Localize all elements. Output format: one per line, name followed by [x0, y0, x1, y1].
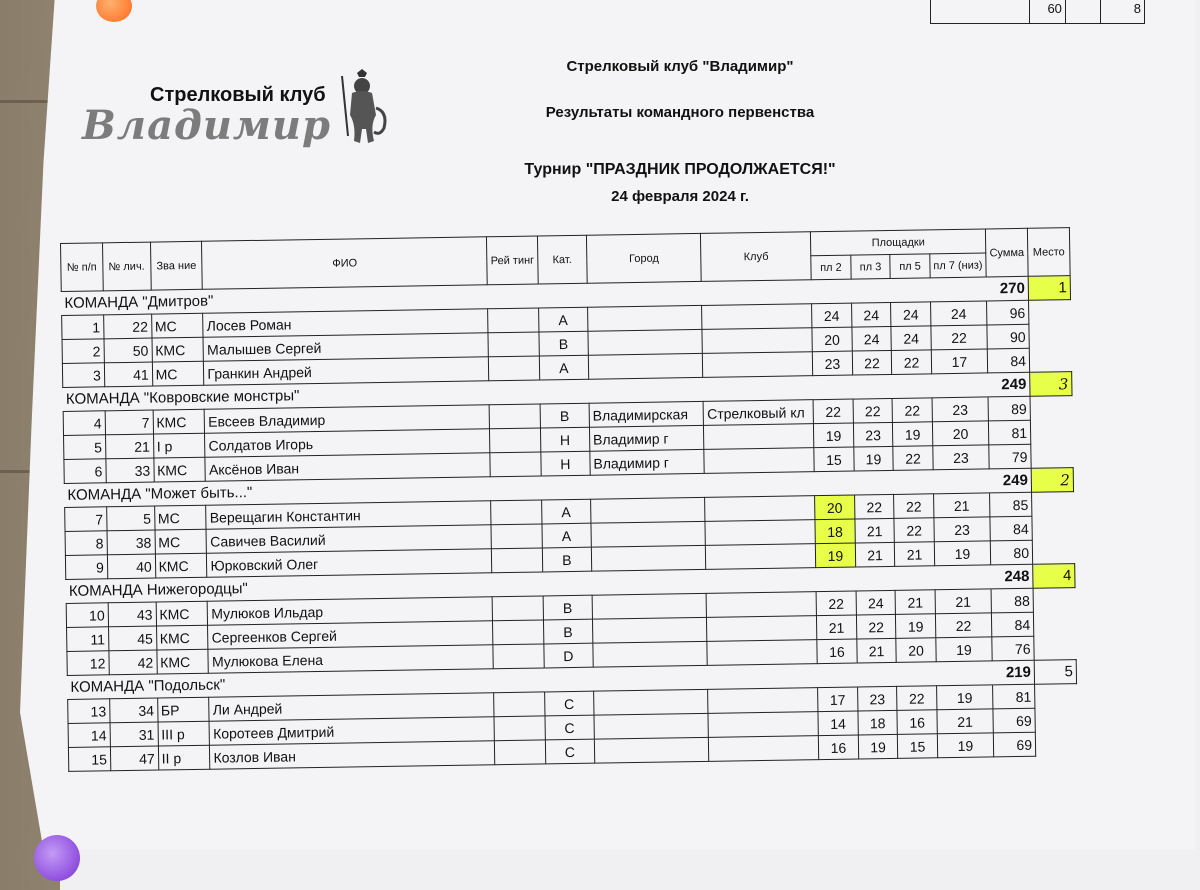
place-empty: [1033, 612, 1075, 637]
category: A: [541, 499, 590, 524]
place-empty: [1030, 420, 1072, 445]
rating: [489, 356, 540, 381]
row-number: 15: [68, 747, 110, 772]
place-empty: [1029, 348, 1071, 373]
city: [594, 713, 709, 739]
category: A: [539, 355, 588, 380]
score-p2: 19: [814, 423, 854, 448]
full-name: Ли Андрей: [209, 693, 494, 721]
score-p5: 21: [895, 542, 935, 567]
rank: МС: [151, 313, 203, 338]
score-sum: 85: [990, 492, 1032, 517]
score-p2: 21: [817, 615, 857, 640]
license-number: 50: [104, 338, 152, 363]
rating: [488, 308, 539, 333]
rating: [494, 716, 545, 741]
rank: КМС: [156, 625, 208, 650]
score-sum: 88: [991, 588, 1033, 613]
club: [702, 304, 812, 330]
city: [593, 641, 708, 667]
club: [706, 592, 816, 618]
city: [594, 737, 709, 763]
team-total: 219: [992, 660, 1034, 685]
score-p7: 19: [934, 541, 991, 566]
full-name: Гранкин Андрей: [204, 357, 489, 385]
place-empty: [1035, 684, 1077, 709]
score-p7: 19: [937, 733, 994, 758]
score-p7: 19: [936, 685, 993, 710]
score-p5: 19: [896, 614, 936, 639]
team-place: 5: [1034, 660, 1076, 685]
rank: МС: [152, 361, 204, 386]
rating: [491, 500, 542, 525]
team-place: 4: [1033, 564, 1075, 589]
city: [588, 353, 703, 379]
city: Владимир г: [589, 425, 704, 451]
license-number: 7: [105, 410, 153, 435]
lion-emblem-icon: [332, 68, 392, 158]
score-p3: 21: [857, 638, 897, 663]
club-title: Стрелковый клуб "Владимир": [566, 58, 794, 75]
city: [588, 329, 703, 355]
score-p2: 20: [812, 327, 852, 352]
full-name: Мулюков Ильдар: [208, 597, 493, 625]
score-p3: 22: [856, 614, 896, 639]
rank: КМС: [153, 409, 205, 434]
row-number: 3: [62, 363, 104, 388]
col-sum: Сумма: [985, 228, 1028, 277]
full-name: Савичев Василий: [206, 525, 491, 553]
rank: БР: [157, 697, 209, 722]
col-rating: Рей тинг: [487, 236, 538, 285]
score-p2: 14: [818, 711, 858, 736]
place-empty: [1032, 540, 1074, 565]
team-total: 270: [986, 276, 1028, 301]
col-grounds: Площадки: [811, 229, 986, 256]
score-p5: 24: [891, 326, 931, 351]
team-place: 3: [1030, 372, 1072, 397]
place-empty: [1034, 636, 1076, 661]
row-number: 9: [65, 555, 107, 580]
full-name: Аксёнов Иван: [205, 453, 490, 481]
license-number: 38: [107, 530, 155, 555]
score-p3: 24: [856, 590, 896, 615]
score-p7: 24: [930, 301, 987, 326]
place-empty: [1035, 708, 1077, 733]
rating: [493, 620, 544, 645]
score-p2: 15: [814, 447, 854, 472]
score-p3: 23: [857, 686, 897, 711]
score-sum: 69: [993, 708, 1035, 733]
rating: [490, 428, 541, 453]
score-p2: 17: [818, 687, 858, 712]
team-name: КОМАНДА "Подольск": [67, 661, 992, 700]
col-fio: ФИО: [202, 237, 488, 289]
row-number: 2: [62, 339, 104, 364]
col-city: Город: [586, 233, 701, 283]
score-p2: 22: [816, 591, 856, 616]
city: [587, 305, 702, 331]
license-number: 34: [109, 698, 157, 723]
category: A: [538, 307, 587, 332]
score-p5: 22: [893, 446, 933, 471]
category: D: [544, 643, 593, 668]
score-p3: 22: [854, 494, 894, 519]
row-number: 7: [65, 507, 107, 532]
score-p7: 21: [937, 709, 994, 734]
place-empty: [1029, 300, 1071, 325]
score-p2: 18: [815, 519, 855, 544]
logo-name-text: Владимир: [82, 102, 331, 149]
col-place: Место: [1027, 228, 1070, 277]
place-empty: [1032, 492, 1074, 517]
score-p3: 19: [858, 734, 898, 759]
license-number: 33: [106, 458, 154, 483]
full-name: Юрковский Олег: [207, 549, 492, 577]
score-p5: 22: [894, 518, 934, 543]
rating: [492, 596, 543, 621]
score-p2: 16: [819, 735, 859, 760]
col-club: Клуб: [701, 232, 812, 282]
team-total: 249: [988, 372, 1030, 397]
team-name: КОМАНДА "Ковровские монстры": [63, 373, 988, 412]
score-p2: 23: [812, 351, 852, 376]
score-p2: 16: [817, 639, 857, 664]
col-lic: № лич.: [102, 242, 151, 291]
license-number: 42: [109, 650, 157, 675]
team-name: КОМАНДА "Может быть...": [64, 469, 989, 508]
rank: МС: [154, 505, 206, 530]
score-sum: 84: [990, 516, 1032, 541]
full-name: Коротеев Дмитрий: [209, 717, 494, 745]
license-number: 47: [110, 746, 158, 771]
club: [706, 544, 816, 570]
score-sum: 89: [988, 396, 1030, 421]
club: [702, 328, 812, 354]
row-number: 5: [64, 435, 106, 460]
rating: [495, 740, 546, 765]
col-cat: Кат.: [537, 235, 587, 284]
score-p3: 24: [851, 302, 891, 327]
score-p7: 19: [936, 637, 993, 662]
club: [707, 640, 817, 666]
col-p3: пл 3: [851, 254, 891, 279]
rating: [488, 332, 539, 357]
category: B: [542, 547, 591, 572]
purple-pushpin-icon: [34, 835, 80, 881]
place-empty: [1030, 396, 1072, 421]
team-total: 248: [991, 564, 1033, 589]
rating: [489, 404, 540, 429]
score-p7: 23: [932, 397, 989, 422]
score-p7: 23: [934, 517, 991, 542]
row-number: 13: [68, 699, 110, 724]
row-number: 8: [65, 531, 107, 556]
rating: [491, 524, 542, 549]
full-name: Мулюкова Елена: [208, 645, 493, 673]
category: H: [541, 451, 590, 476]
row-number: 4: [63, 411, 105, 436]
rank: II р: [158, 745, 210, 770]
city: [592, 593, 707, 619]
row-number: 6: [64, 459, 106, 484]
team-total: 249: [989, 468, 1031, 493]
score-sum: 84: [992, 612, 1034, 637]
score-p5: 20: [896, 638, 936, 663]
club-logo: [82, 82, 402, 162]
full-name: Малышев Сергей: [203, 333, 488, 361]
full-name: Евсеев Владимир: [205, 405, 490, 433]
score-p5: 21: [895, 590, 935, 615]
score-p7: 17: [931, 349, 988, 374]
row-number: 10: [66, 603, 108, 628]
rank: КМС: [156, 601, 208, 626]
club: [704, 424, 814, 450]
score-p2: 20: [815, 495, 855, 520]
tournament-date: 24 февраля 2024 г.: [611, 188, 749, 205]
license-number: 41: [104, 362, 152, 387]
logo-club-text: Стрелковый клуб: [150, 84, 326, 106]
score-sum: 84: [987, 348, 1029, 373]
score-p7: 21: [933, 493, 990, 518]
results-table: [60, 227, 1078, 772]
license-number: 43: [108, 602, 156, 627]
category: A: [542, 523, 591, 548]
score-p7: 20: [932, 421, 989, 446]
club: [705, 496, 815, 522]
category: B: [540, 403, 589, 428]
rank: КМС: [157, 649, 209, 674]
score-p3: 19: [854, 446, 894, 471]
row-number: 11: [67, 627, 109, 652]
team-name: КОМАНДА "Дмитров": [61, 277, 986, 316]
city: [590, 497, 705, 523]
club: [704, 448, 814, 474]
score-p5: 16: [897, 710, 937, 735]
score-p7: 23: [933, 445, 990, 470]
score-p7: 22: [931, 325, 988, 350]
city: [592, 617, 707, 643]
license-number: 21: [105, 434, 153, 459]
rating: [493, 644, 544, 669]
score-p3: 23: [853, 422, 893, 447]
results-subtitle: Результаты командного первенства: [545, 104, 815, 121]
city: Владимир г: [590, 449, 705, 475]
club: [708, 688, 818, 714]
city: [593, 689, 708, 715]
city: [591, 545, 706, 571]
tournament-title: Турнир "ПРАЗДНИК ПРОДОЛЖАЕТСЯ!": [524, 161, 836, 178]
score-sum: 80: [990, 540, 1032, 565]
score-p5: 22: [892, 350, 932, 375]
col-rank: Зва ние: [150, 241, 203, 290]
col-num: № п/п: [61, 243, 104, 292]
rank: III р: [158, 721, 210, 746]
row-number: 1: [62, 315, 104, 340]
score-p3: 22: [852, 350, 892, 375]
license-number: 5: [106, 506, 154, 531]
city: [591, 521, 706, 547]
place-empty: [1035, 732, 1077, 757]
team-place: 2: [1031, 468, 1073, 493]
category: B: [539, 331, 588, 356]
category: C: [545, 739, 594, 764]
rank: МС: [155, 529, 207, 554]
team-place: 1: [1028, 276, 1070, 301]
license-number: 22: [103, 314, 151, 339]
club: [707, 616, 817, 642]
full-name: Лосев Роман: [203, 309, 488, 337]
score-p5: 24: [891, 302, 931, 327]
score-p3: 21: [855, 518, 895, 543]
score-p5: 19: [893, 422, 933, 447]
category: B: [543, 595, 592, 620]
score-sum: 69: [993, 732, 1035, 757]
rank: КМС: [155, 553, 207, 578]
score-p5: 22: [897, 686, 937, 711]
col-p5: пл 5: [890, 254, 930, 279]
club: [708, 712, 818, 738]
license-number: 45: [108, 626, 156, 651]
score-p5: 22: [892, 398, 932, 423]
category: B: [543, 619, 592, 644]
score-p5: 15: [898, 734, 938, 759]
city: Владимирская: [589, 401, 704, 427]
score-p5: 22: [894, 494, 934, 519]
place-empty: [1032, 516, 1074, 541]
row-number: 14: [68, 723, 110, 748]
category: C: [545, 715, 594, 740]
score-p3: 24: [852, 326, 892, 351]
category: H: [540, 427, 589, 452]
rank: КМС: [152, 337, 204, 362]
license-number: 40: [107, 554, 155, 579]
score-p7: 22: [935, 613, 992, 638]
club: [705, 520, 815, 546]
score-p3: 22: [853, 398, 893, 423]
score-sum: 90: [987, 324, 1029, 349]
full-name: Солдатов Игорь: [205, 429, 490, 457]
place-empty: [1029, 324, 1071, 349]
score-p7: 21: [935, 589, 992, 614]
rating: [492, 548, 543, 573]
full-name: Козлов Иван: [210, 741, 495, 769]
rank: КМС: [153, 457, 205, 482]
score-p2: 19: [816, 543, 856, 568]
score-p2: 22: [813, 399, 853, 424]
score-p3: 21: [855, 542, 895, 567]
license-number: 31: [110, 722, 158, 747]
previous-page-table-fragment: 60 8: [930, 0, 1145, 24]
club: Стрелковый кл: [703, 400, 813, 426]
place-empty: [1031, 444, 1073, 469]
score-sum: 79: [989, 444, 1031, 469]
col-p7: пл 7 (низ): [930, 253, 987, 278]
rank: I р: [153, 433, 205, 458]
rating: [490, 452, 541, 477]
place-empty: [1033, 588, 1075, 613]
score-sum: 76: [992, 636, 1034, 661]
col-p2: пл 2: [811, 255, 851, 280]
rating: [494, 692, 545, 717]
score-p2: 24: [812, 303, 852, 328]
score-sum: 81: [993, 684, 1035, 709]
club: [703, 352, 813, 378]
score-sum: 81: [988, 420, 1030, 445]
full-name: Верещагин Константин: [206, 501, 491, 529]
row-number: 12: [67, 651, 109, 676]
score-sum: 96: [987, 300, 1029, 325]
club: [709, 736, 819, 762]
score-p3: 18: [858, 710, 898, 735]
team-name: КОМАНДА Нижегородцы": [66, 565, 991, 604]
category: C: [544, 691, 593, 716]
full-name: Сергеенков Сергей: [208, 621, 493, 649]
